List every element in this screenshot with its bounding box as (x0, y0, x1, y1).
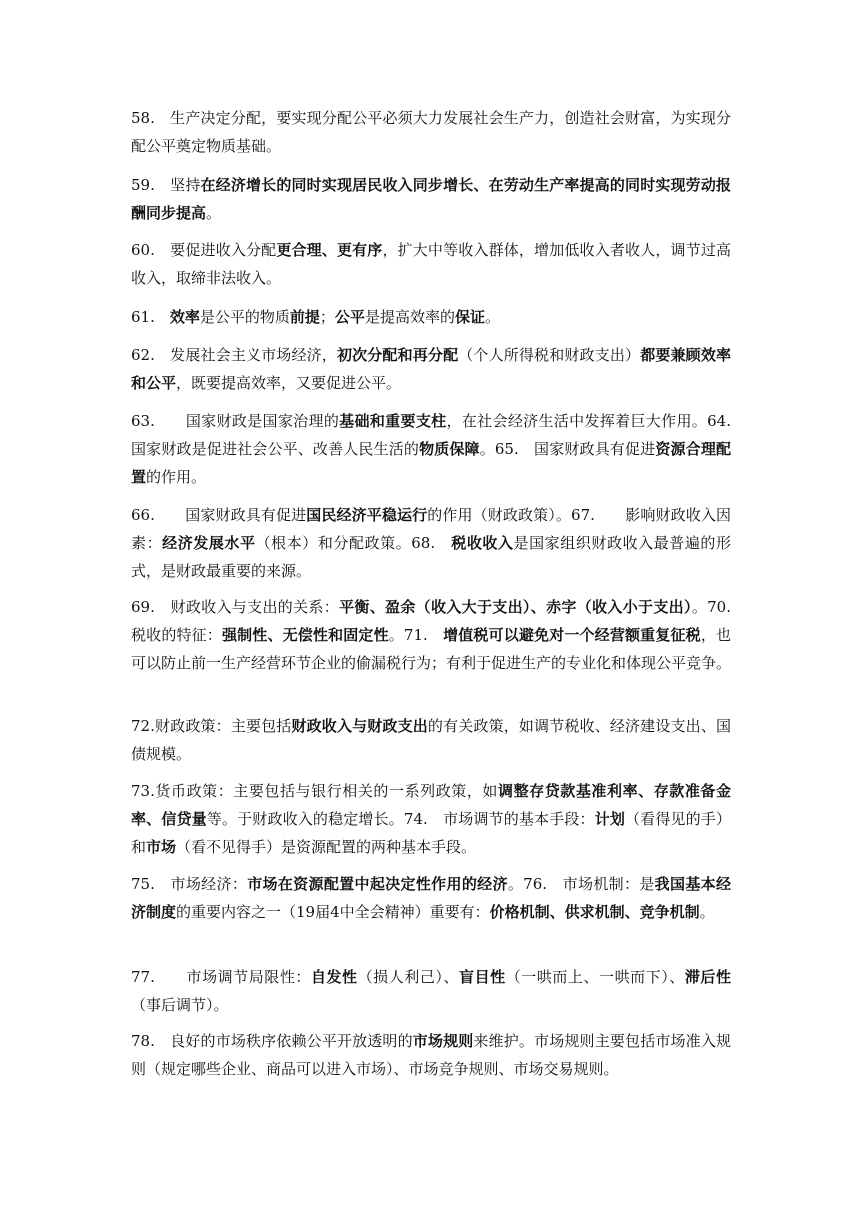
bold-text-run: 经济发展水平 (162, 534, 256, 552)
text-run: （事后调节）。 (131, 996, 229, 1014)
text-run: 。 (484, 308, 500, 326)
paragraph-58 (131, 104, 731, 160)
text-run: 58. 生产决定分配，要实现分配公平必须大力发展社会生产力，创造社会财富，为实现分配公平奠定物质基础。 (131, 109, 731, 155)
bold-text-run: 强制性、无偿性和固定性 (221, 626, 389, 644)
bold-text-run: 盲目性 (459, 968, 506, 986)
paragraph-78 (131, 1027, 731, 1083)
text-run: 的作用。 (146, 468, 207, 486)
text-run: 是国家组织财政收入最普遍的形式，是财政最重要的来源。 (131, 534, 731, 580)
bold-text-run: 价格机制、供求机制、竞争机制 (489, 903, 700, 921)
bold-text-run: 在经济增长的同时实现居民收入同步增长、在劳动生产率提高的同时实现劳动报酬同步提高 (131, 176, 731, 222)
bold-text-run: 保证 (454, 308, 485, 326)
text-run: （一哄而上、一哄而下）、 (505, 968, 685, 986)
bold-text-run: 财政收入与财政支出 (291, 717, 428, 735)
text-run: （根本）和分配政策。68. (255, 534, 452, 552)
paragraph-66-68 (131, 501, 731, 585)
paragraph-73-74 (131, 777, 731, 861)
text-run: 。71. (388, 626, 444, 644)
text-run: 60. 要促进收入分配 (131, 241, 277, 259)
paragraph-69-71 (131, 593, 747, 677)
text-run: 63. 国家财政是国家治理的 (131, 412, 340, 430)
text-run: 72.财政政策：主要包括 (131, 717, 292, 735)
text-run: 。 (206, 204, 222, 222)
paragraph-72 (131, 712, 731, 768)
text-run: ，也可以防止前一生产经营环节企业的偷漏税行为；有利于促进生产的专业化和体现公平竞争。 (131, 626, 732, 672)
bold-text-run: 公平 (334, 308, 365, 326)
bold-text-run: 税收收入 (451, 534, 514, 552)
text-run: ，在社会经济生活中发挥着巨大作用。64. 国家财政是促进社会公平、改善人民生活的 (131, 412, 762, 458)
text-run: （损人利己）、 (357, 968, 460, 986)
bold-text-run: 自发性 (310, 968, 358, 986)
text-run: 59. 坚持 (131, 176, 201, 194)
text-run: 的有关政策，如调节税收、经济建设支出、国债规模。 (131, 717, 731, 763)
text-run: 的作用（财政政策）。67. 影响财政收入因素： (131, 506, 732, 552)
bold-text-run: 效率 (169, 308, 200, 326)
text-run: 78. 良好的市场秩序依赖公平开放透明的 (131, 1032, 413, 1050)
bold-text-run: 平衡、盈余（收入大于支出）、赤字（收入小于支出） (339, 598, 692, 616)
paragraph-62 (131, 341, 731, 397)
paragraph-61 (131, 303, 731, 331)
bold-text-run: 资源合理配置 (131, 440, 731, 486)
bold-text-run: 市场规则 (412, 1032, 474, 1050)
bold-text-run: 前提 (289, 308, 320, 326)
text-run: ，扩大中等收入群体，增加低收入者收人，调节过高收入，取缔非法收入。 (131, 241, 731, 287)
text-run: ，既要提高效率，又要促进公平。 (176, 374, 402, 392)
bold-text-run: 我国基本经济制度 (131, 875, 731, 921)
text-run: （看得见的手）和 (131, 810, 731, 856)
paragraph-63-65 (131, 407, 762, 491)
text-run: 。 (699, 903, 715, 921)
bold-text-run: 初次分配和再分配 (336, 346, 459, 364)
paragraph-77 (131, 963, 731, 1019)
text-run: 61. (131, 308, 170, 326)
text-run: 来维护。市场规则主要包括市场准入规则（规定哪些企业、商品可以进入市场）、市场竞争规则、市场交易规则。 (131, 1032, 731, 1078)
text-run: 77. 市场调节局限性： (131, 968, 311, 986)
paragraph-59 (131, 171, 731, 227)
text-run: 75. 市场经济： (131, 875, 248, 893)
paragraph-75-76 (131, 870, 731, 926)
text-run: 是提高效率的 (364, 308, 455, 326)
text-run: （看不见得手）是资源配置的两种基本手段。 (176, 838, 477, 856)
text-run: 66. 国家财政具有促进 (131, 506, 307, 524)
bold-text-run: 计划 (594, 810, 626, 828)
text-run: 。65. 国家财政具有促进 (479, 440, 656, 458)
bold-text-run: 物质保障 (419, 440, 480, 458)
text-run: 73.货币政策：主要包括与银行相关的一系列政策，如 (131, 782, 498, 800)
text-run: 。76. 市场机制：是 (507, 875, 655, 893)
text-run: 的重要内容之一（19届4中全会精神）重要有： (176, 903, 490, 921)
text-run: 。70. 税收的特征： (131, 598, 747, 644)
text-run: 62. 发展社会主义市场经济， (131, 346, 337, 364)
bold-text-run: 国民经济平稳运行 (306, 506, 428, 524)
text-run: ； (319, 308, 335, 326)
text-run: 是公平的物质 (199, 308, 290, 326)
bold-text-run: 市场在资源配置中起决定性作用的经济 (247, 875, 508, 893)
bold-text-run: 更合理、更有序 (276, 241, 383, 259)
text-run: 等。于财政收入的稳定增长。74. 市场调节的基本手段： (206, 810, 595, 828)
paragraph-60 (131, 236, 731, 292)
bold-text-run: 滞后性 (684, 968, 731, 986)
text-run: 69. 财政收入与支出的关系： (131, 598, 340, 616)
bold-text-run: 市场 (146, 838, 177, 856)
bold-text-run: 基础和重要支柱 (339, 412, 447, 430)
text-run: （个人所得税和财政支出） (458, 346, 641, 364)
bold-text-run: 调整存贷款基准利率、存款准备金率、信贷量 (131, 782, 731, 828)
bold-text-run: 增值税可以避免对一个经营额重复征税 (443, 626, 701, 644)
bold-text-run: 都要兼顾效率和公平 (131, 346, 731, 392)
